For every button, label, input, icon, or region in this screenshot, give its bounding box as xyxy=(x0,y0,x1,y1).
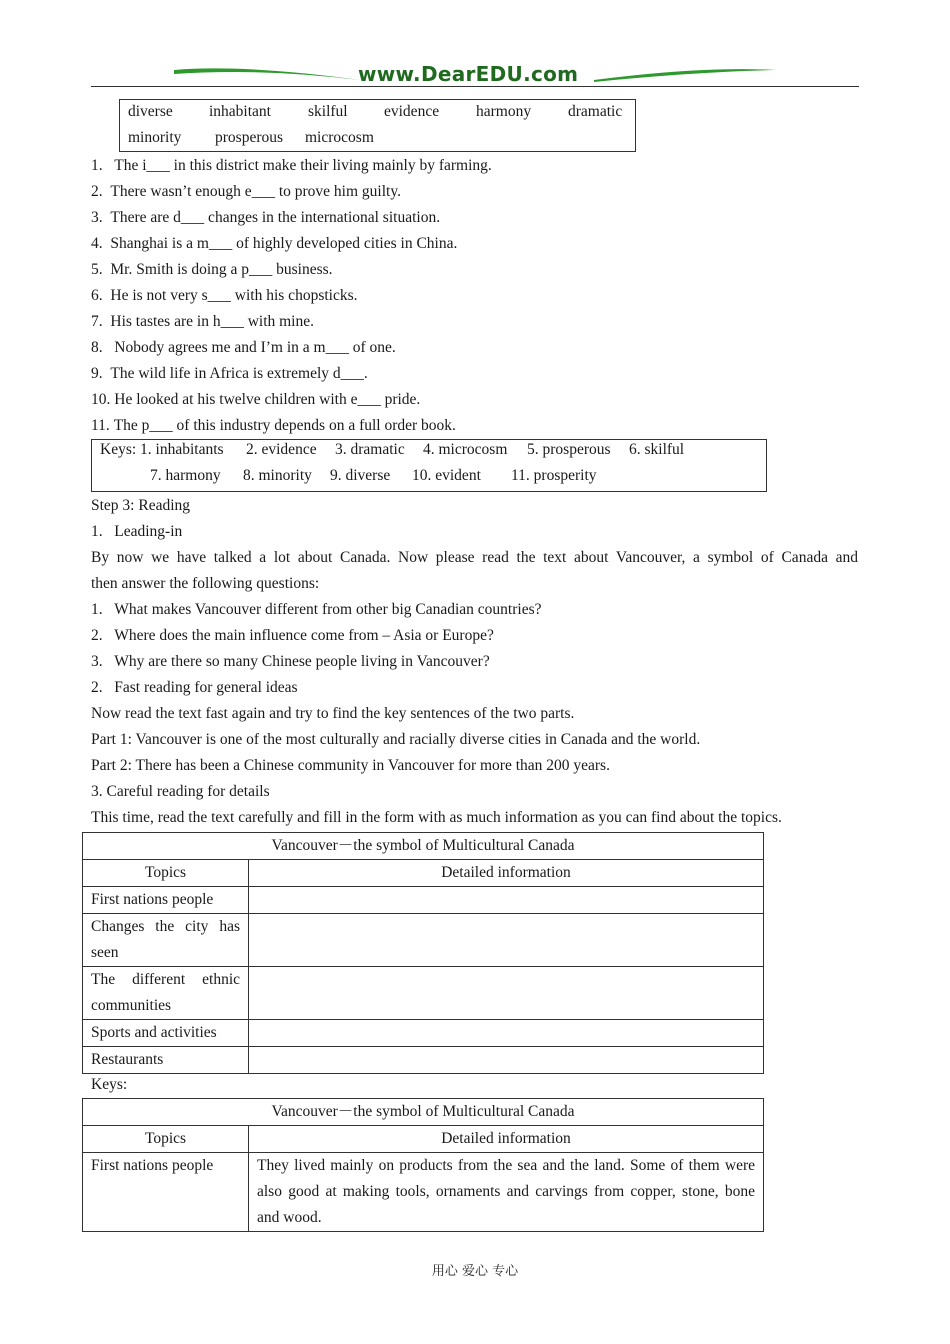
step-heading: Step 3: Reading xyxy=(91,497,191,514)
answer-key: 7. harmony xyxy=(150,467,221,484)
question-item: 1. What makes Vancouver different from other big Canadian countries? xyxy=(91,601,542,618)
keys-table xyxy=(82,1098,764,1232)
column-header-detail: Detailed information xyxy=(249,1126,764,1153)
left-swoosh-decoration xyxy=(172,64,362,84)
exercise-item: 7. His tastes are in h___ with mine. xyxy=(91,313,314,330)
question-item: 3. Why are there so many Chinese people living in Vancouver? xyxy=(91,653,490,670)
detail-cell: They lived mainly on products from the sea and the land. Some of them were also good at making tools, ornaments and carvings from copper, stone, bone and wood. xyxy=(249,1153,764,1232)
word-bank-word: skilful xyxy=(308,103,348,120)
topic-cell: Restaurants xyxy=(83,1047,249,1074)
topic-cell: Sports and activities xyxy=(83,1020,249,1047)
word-bank-word: dramatic xyxy=(568,103,623,120)
part1-sentence: Part 1: Vancouver is one of the most culturally and racially diverse cities in Canada and the world. xyxy=(91,731,701,748)
exercise-item: 1. The i___ in this district make their living mainly by farming. xyxy=(91,157,492,174)
answer-key: 3. dramatic xyxy=(335,441,405,458)
exercise-item: 5. Mr. Smith is doing a p___ business. xyxy=(91,261,333,278)
intro-paragraph-line: By now we have talked a lot about Canada. Now please read the text about Vancouver, a symbol of Canada and xyxy=(91,549,858,566)
header-rule xyxy=(91,86,859,87)
detail-cell-empty[interactable] xyxy=(249,967,764,1020)
word-bank-box xyxy=(119,99,636,152)
answer-key: Keys: 1. inhabitants xyxy=(100,441,224,458)
word-bank-word: harmony xyxy=(476,103,532,120)
exercise-item: 8. Nobody agrees me and I’m in a m___ of one. xyxy=(91,339,396,356)
fast-reading-heading: 2. Fast reading for general ideas xyxy=(91,679,298,696)
exercise-item: 9. The wild life in Africa is extremely d___. xyxy=(91,365,368,382)
answer-key: 6. skilful xyxy=(629,441,685,458)
exercise-item: 6. He is not very s___ with his chopsticks. xyxy=(91,287,358,304)
answer-key: 4. microcosm xyxy=(423,441,508,458)
word-bank-word: microcosm xyxy=(305,129,374,146)
logo-text: www.DearEDU.com xyxy=(358,62,579,86)
detail-cell-empty[interactable] xyxy=(249,1020,764,1047)
answer-keys-box xyxy=(91,439,767,492)
question-item: 2. Where does the main influence come from – Asia or Europe? xyxy=(91,627,494,644)
page-footer: 用心 爱心 专心 xyxy=(431,1264,519,1279)
answer-key: 8. minority xyxy=(243,467,312,484)
topic-cell: First nations people xyxy=(83,1153,249,1232)
word-bank-word: prosperous xyxy=(215,129,284,146)
part2-sentence: Part 2: There has been a Chinese community in Vancouver for more than 200 years. xyxy=(91,757,610,774)
careful-reading-heading: 3. Careful reading for details xyxy=(91,783,270,800)
detail-cell-empty[interactable] xyxy=(249,1047,764,1074)
answer-key: 10. evident xyxy=(412,467,481,484)
topic-cell: First nations people xyxy=(83,887,249,914)
keys-label: Keys: xyxy=(91,1076,128,1093)
exercise-item: 11. The p___ of this industry depends on a full order book. xyxy=(91,417,456,434)
detail-cell-empty[interactable] xyxy=(249,914,764,967)
careful-reading-instruction: This time, read the text carefully and fill in the form with as much information as you can find about the topics. xyxy=(91,809,782,826)
table-title: Vancouver－the symbol of Multicultural Canada xyxy=(83,833,764,860)
fast-reading-instruction: Now read the text fast again and try to find the key sentences of the two parts. xyxy=(91,705,575,722)
exercise-item: 3. There are d___ changes in the international situation. xyxy=(91,209,441,226)
column-header-topics: Topics xyxy=(83,1126,249,1153)
word-bank-word: minority xyxy=(128,129,182,146)
info-form-table xyxy=(82,832,764,1074)
intro-paragraph-line: then answer the following questions: xyxy=(91,575,320,592)
table-title: Vancouver－the symbol of Multicultural Canada xyxy=(83,1099,764,1126)
word-bank-word: diverse xyxy=(128,103,173,120)
answer-key: 11. prosperity xyxy=(511,467,597,484)
exercise-item: 4. Shanghai is a m___ of highly developed cities in China. xyxy=(91,235,458,252)
detail-cell-empty[interactable] xyxy=(249,887,764,914)
word-bank-word: inhabitant xyxy=(209,103,271,120)
topic-cell: The different ethnic communities xyxy=(83,967,249,1020)
answer-key: 5. prosperous xyxy=(527,441,611,458)
word-bank-word: evidence xyxy=(384,103,440,120)
exercise-item: 10. He looked at his twelve children with e___ pride. xyxy=(91,391,421,408)
column-header-topics: Topics xyxy=(83,860,249,887)
topic-cell: Changes the city has seen xyxy=(83,914,249,967)
answer-key: 2. evidence xyxy=(246,441,317,458)
exercise-item: 2. There wasn’t enough e___ to prove him guilty. xyxy=(91,183,401,200)
right-swoosh-decoration xyxy=(592,64,778,84)
column-header-detail: Detailed information xyxy=(249,860,764,887)
answer-key: 9. diverse xyxy=(330,467,391,484)
leading-in-heading: 1. Leading-in xyxy=(91,523,183,540)
